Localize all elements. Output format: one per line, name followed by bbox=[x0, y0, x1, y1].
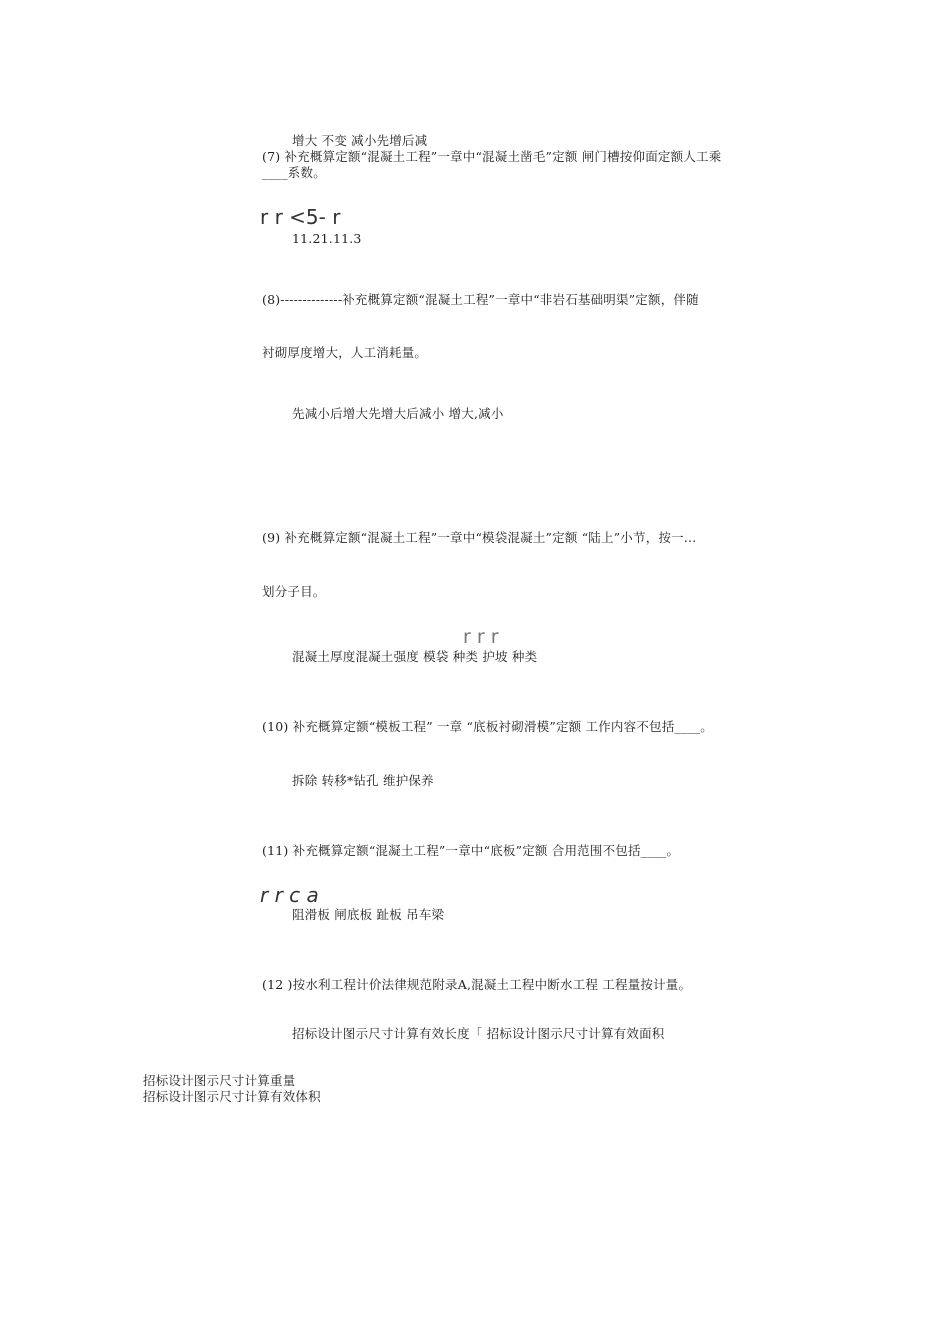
q12-options-c: 招标设计图示尺寸计算有效体积 bbox=[143, 1089, 321, 1104]
q11-options: 阻滑板 闸底板 趾板 吊车梁 bbox=[292, 907, 445, 922]
q12-options-b: 招标设计图示尺寸计算重量 bbox=[143, 1073, 296, 1088]
q7-option-marks: r r <5- r bbox=[260, 205, 341, 229]
q6-options: 增大 不变 减小先增后减 bbox=[292, 133, 428, 148]
q9-text-line1: (9) 补充概算定额“混凝土工程”一章中“模袋混凝土”定额 “陆上”小节，按一… bbox=[262, 530, 697, 545]
q9-text-line2: 划分子目。 bbox=[262, 584, 326, 599]
q12-text-line1: (12 )按水利工程计价法律规范附录A,混凝土工程中断水工程 工程量按计量。 bbox=[262, 977, 692, 992]
q9-option-marks: r r r bbox=[463, 626, 499, 648]
q8-text-line1: (8)--------------补充概算定额“混凝土工程”一章中“非岩石基础明渠”定额，伴随 bbox=[262, 292, 699, 307]
q7-options: 11.21.11.3 bbox=[292, 231, 362, 246]
q10-text-line1: (10) 补充概算定额“模板工程” 一章 “底板衬砌滑模”定额 工作内容不包括____。 bbox=[262, 719, 713, 734]
q12-options-a: 招标设计图示尺寸计算有效长度「 招标设计图示尺寸计算有效面积 bbox=[292, 1026, 665, 1041]
q10-options: 拆除 转移*钻孔 维护保养 bbox=[292, 773, 434, 788]
q8-text-line2: 衬砌厚度增大，人工消耗量。 bbox=[262, 345, 428, 360]
q8-options: 先减小后增大先增大后减小 增大,减小 bbox=[292, 406, 504, 421]
q9-options: 混凝土厚度混凝土强度 模袋 种类 护坡 种类 bbox=[292, 649, 538, 664]
q7-text-line1: (7) 补充概算定额“混凝土工程”一章中“混凝土凿毛”定额 闸门槽按仰面定额人工乘 bbox=[262, 149, 722, 164]
q11-option-marks: r r c a bbox=[260, 883, 319, 907]
q11-text-line1: (11) 补充概算定额“混凝土工程”一章中“底板”定额 合用范围不包括____。 bbox=[262, 843, 680, 858]
q7-text-line2: ____系数。 bbox=[262, 165, 326, 180]
